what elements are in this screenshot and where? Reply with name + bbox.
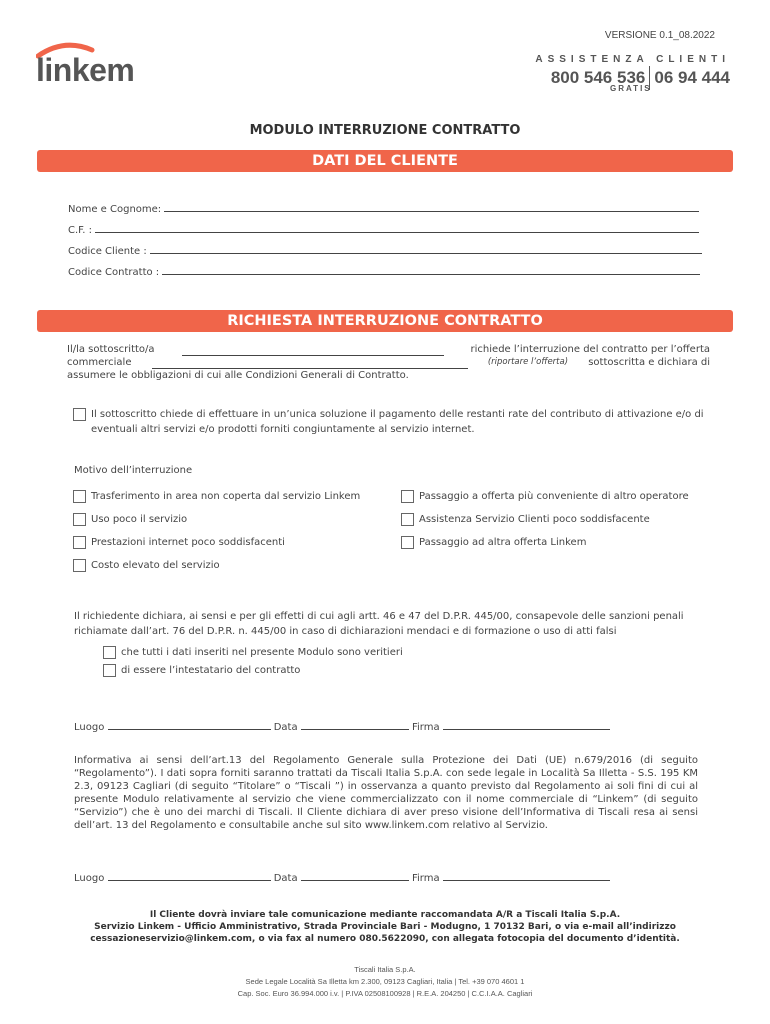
footer-line-3: cessazioneservizio@linkem.com, o via fax al numero 080.5622090, con allegata fotocopia del documento d’identità. [90, 934, 680, 944]
request-text-3: assumere le obbligazioni di cui alle Condizioni Generali di Contratto. [67, 370, 409, 381]
reason-other-linkem-offer[interactable] [401, 536, 586, 549]
reason-label: Passaggio a offerta più conveniente di altro operatore [419, 491, 689, 502]
company-capital: Cap. Soc. Euro 36.994.000 i.v. | P.IVA 02508100928 | R.E.A. 204250 | C.C.I.A.A. Cagliari [237, 989, 533, 998]
single-payment-label: Il sottoscritto chiede di effettuare in un’unica soluzione il pagamento delle restanti rate del contributo di attivazione e/o di eventuali altri servizi e/o prodotti forniti congiuntamente al servizio internet. [91, 409, 704, 435]
reason-poor-internet[interactable] [73, 536, 285, 549]
reason-label: Assistenza Servizio Clienti poco soddisfacente [419, 514, 650, 525]
reason-low-usage[interactable] [73, 513, 187, 526]
field-contract-code-label: Codice Contratto : [68, 267, 160, 278]
reasons-label: Motivo dell’interruzione [74, 465, 193, 476]
field-name-line[interactable] [164, 211, 699, 212]
company-address: Sede Legale Località Sa Illetta km 2.300, 09123 Cagliari, Italia | Tel. +39 070 4601 1 [245, 977, 525, 986]
footer-line-2: Servizio Linkem - Ufficio Amministrativo, Strada Provinciale Bari - Modugno, 1 70132 Bari, o via e-mail all’indirizzo [94, 922, 676, 932]
declaration-checkbox[interactable] [103, 646, 116, 659]
field-contract-code-line[interactable] [162, 274, 700, 275]
place-line[interactable] [108, 880, 271, 881]
reason-checkbox[interactable] [401, 536, 414, 549]
reason-label: Prestazioni internet poco soddisfacenti [91, 537, 285, 548]
phone-number-free: 800 546 536 [550, 68, 646, 87]
reason-cheaper-operator[interactable] [401, 490, 689, 503]
signature-row [74, 722, 610, 733]
reason-label: Uso poco il servizio [91, 514, 188, 525]
sign-line[interactable] [443, 880, 610, 881]
footer-instructions [60, 909, 710, 945]
declaration-text: Il richiedente dichiara, ai sensi e per gli effetti di cui agli artt. 46 e 47 del D.P.R. 445/00, consapevole delle sanzioni penali richiamate dall’art. 76 del D.P.R. n. 445/00 in caso di dichiarazioni mendaci e di formazione o uso di atti falsi [74, 611, 684, 637]
place-line[interactable] [108, 729, 271, 730]
field-name[interactable] [68, 204, 708, 215]
request-paragraph [67, 343, 710, 382]
reason-label: Costo elevato del servizio [91, 560, 220, 571]
place-label: Luogo [74, 873, 105, 884]
field-cf-line[interactable] [95, 232, 699, 233]
section-header-request: RICHIESTA INTERRUZIONE CONTRATTO [37, 310, 733, 332]
section-header-client: DATI DEL CLIENTE [37, 150, 733, 172]
phone-number-landline: 06 94 444 [654, 68, 730, 87]
field-contract-code[interactable] [68, 267, 708, 278]
sign-label: Firma [411, 873, 440, 884]
reason-checkbox[interactable] [401, 513, 414, 526]
reason-checkbox[interactable] [401, 490, 414, 503]
single-payment-option[interactable] [73, 407, 713, 437]
single-payment-checkbox[interactable] [73, 408, 86, 421]
reason-label: Passaggio ad altra offerta Linkem [419, 537, 587, 548]
reason-checkbox[interactable] [73, 490, 86, 503]
field-name-label: Nome e Cognome: [68, 204, 162, 215]
declaration-truthful[interactable] [103, 646, 403, 659]
version-label: VERSIONE 0.1_08.2022 [604, 30, 715, 41]
declaration-holder[interactable] [103, 664, 300, 677]
declaration-label: che tutti i dati inseriti nel presente Modulo sono veritieri [121, 647, 403, 658]
sign-line[interactable] [443, 729, 610, 730]
reason-label: Trasferimento in area non coperta dal servizio Linkem [91, 491, 361, 502]
privacy-notice: Informativa ai sensi dell’art.13 del Regolamento Generale sulla Protezione dei Dati (UE) n.679/2016 (di seguito “Regolamento”). I dati sopra forniti saranno trattati da Tiscali Italia S.p.A. con sede legale in Località Sa Illetta - S.S. 195 KM 2.3, 09123 Cagliari (di seguito “Titolare” o “Tiscali ”) in osservanza a quanto previsto dal Regolamento ai soli fini di cui al presente Modulo relativamente al servizio che viene commercializzato con il nome commerciale di “Linkem” (di seguito “Servizio”) che è uno dei marchi di Tiscali. Il Cliente dichiara di aver preso visione dell’Informativa di Tiscali resa ai sensi dell’art. 13 del Regolamento e consultabile anche sul sito www.linkem.com relativo al Servizio. [74, 755, 698, 831]
field-client-code-line[interactable] [150, 253, 702, 254]
reason-checkbox[interactable] [73, 559, 86, 572]
footer-line-1: Il Cliente dovrà inviare tale comunicazione mediante raccomandata A/R a Tiscali Italia S.p.A. [149, 910, 621, 920]
declaration-label: di essere l’intestatario del contratto [121, 665, 301, 676]
request-offer-hint: (riportare l’offerta) [487, 357, 569, 367]
date-label: Data [273, 873, 298, 884]
assistance-label: ASSISTENZA CLIENTI [535, 54, 730, 65]
place-label: Luogo [74, 722, 105, 733]
company-info [0, 964, 770, 1000]
request-text-1b: richiede l’interruzione del contratto per l’offerta [470, 344, 710, 355]
reason-area-not-covered[interactable] [73, 490, 360, 503]
field-client-code-label: Codice Cliente : [68, 246, 147, 257]
document-title: MODULO INTERRUZIONE CONTRATTO [249, 123, 521, 138]
reason-high-cost[interactable] [73, 559, 220, 572]
reason-checkbox[interactable] [73, 536, 86, 549]
brand-logo: linkem [36, 52, 135, 88]
date-label: Data [273, 722, 298, 733]
gratis-label: GRATIS [610, 84, 652, 93]
date-line[interactable] [301, 880, 409, 881]
date-line[interactable] [301, 729, 409, 730]
request-text-2a: commerciale [67, 357, 132, 368]
request-name-line[interactable] [182, 355, 444, 356]
field-cf[interactable] [68, 225, 708, 236]
field-client-code[interactable] [68, 246, 708, 257]
reason-poor-support[interactable] [401, 513, 650, 526]
company-name: Tiscali Italia S.p.A. [354, 965, 416, 974]
field-cf-label: C.F. : [68, 225, 93, 236]
request-text-1a: Il/la sottoscritto/a [67, 344, 155, 355]
request-text-2b: sottoscritta e dichiara di [588, 357, 710, 368]
signature-row-2 [74, 873, 610, 884]
declaration-checkbox[interactable] [103, 664, 116, 677]
reason-checkbox[interactable] [73, 513, 86, 526]
sign-label: Firma [411, 722, 440, 733]
